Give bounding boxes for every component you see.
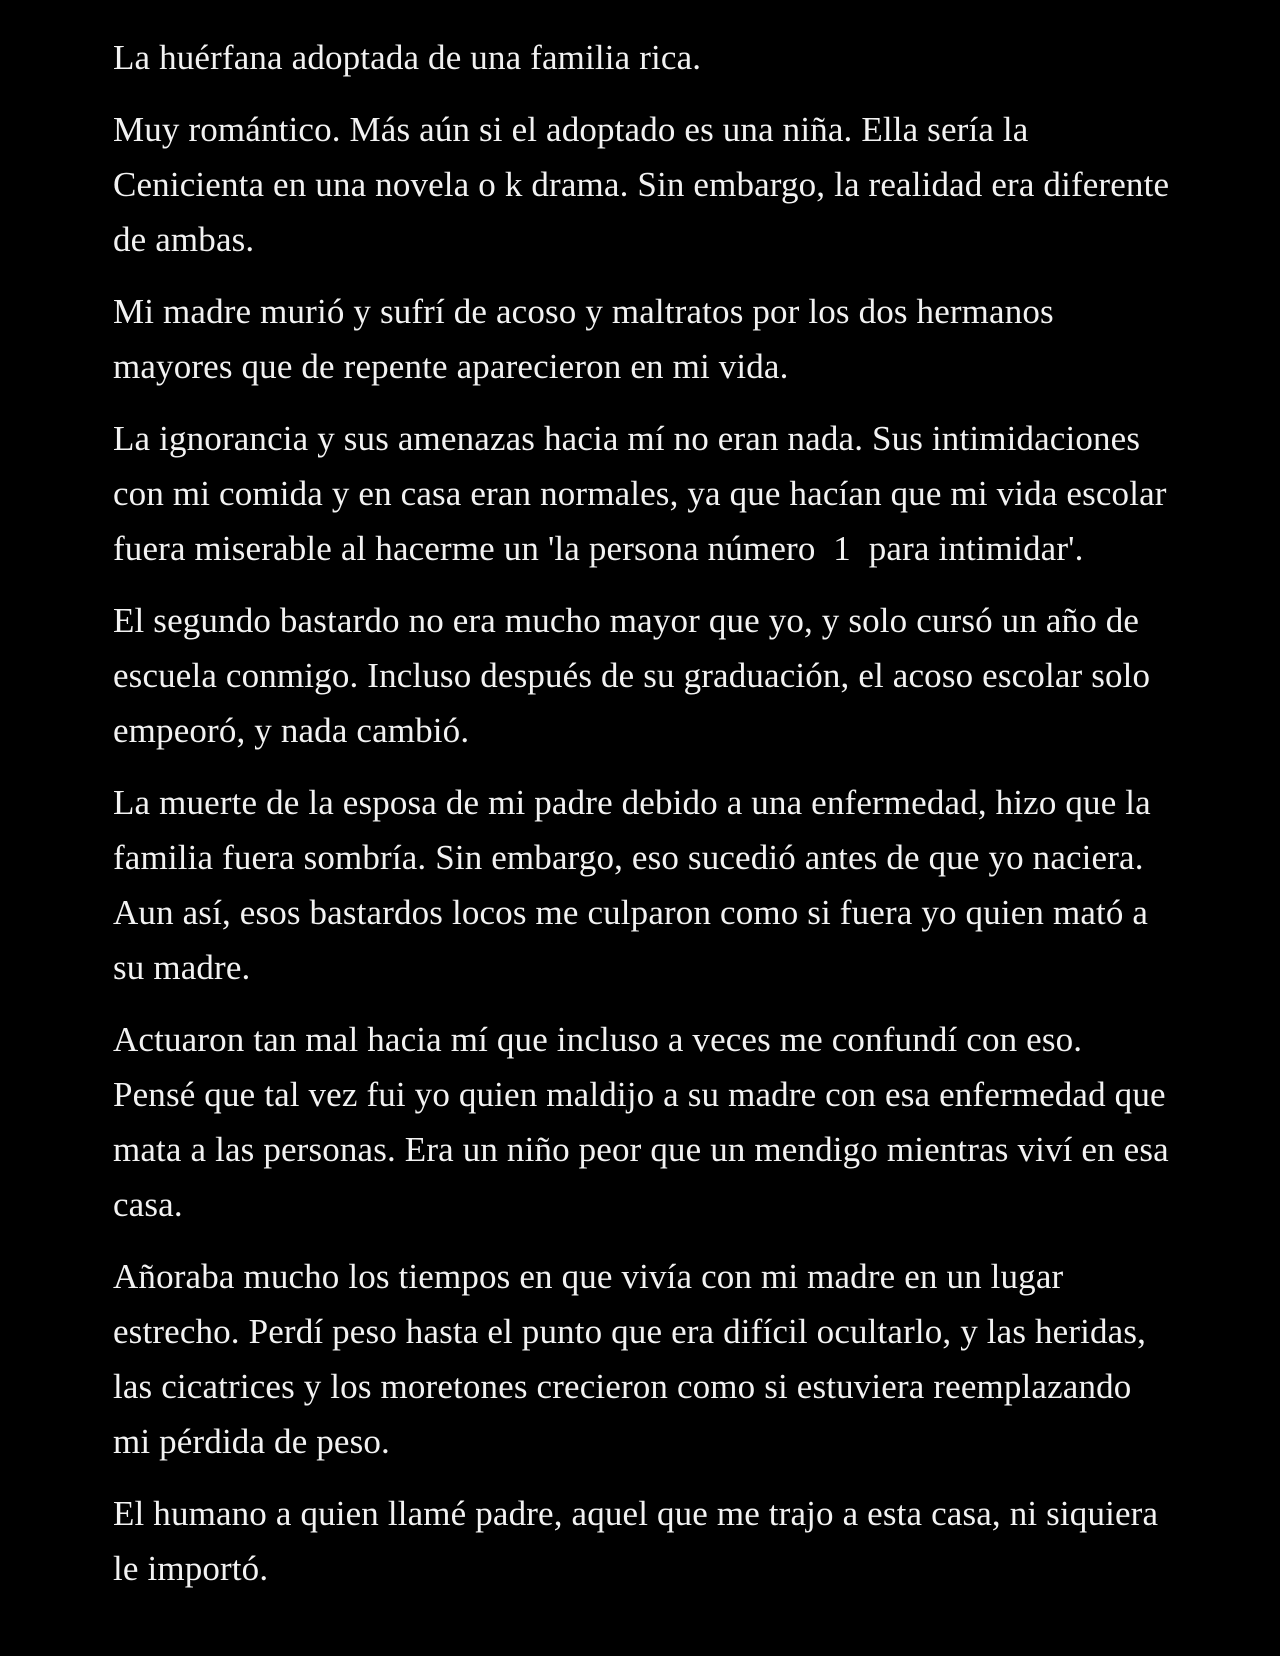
reader-text-body [113, 30, 1179, 1613]
paragraph-9: El humano a quien llamé padre, aquel que me trajo a esta casa, ni siquiera le importó. [113, 1494, 1168, 1588]
paragraph-1: La huérfana adoptada de una familia rica. [113, 38, 702, 77]
paragraph-3: Mi madre murió y sufrí de acoso y maltratos por los dos hermanos mayores que de repente aparecieron en mi vida. [113, 292, 1063, 386]
paragraph-4: La ignorancia y sus amenazas hacia mí no eran nada. Sus intimidaciones con mi comida y en casa eran normales, ya que hacían que mi vida escolar fuera miserable al hacerme un 'la persona número 1 para intimidar'. [113, 419, 1176, 568]
paragraph-5: El segundo bastardo no era mucho mayor que yo, y solo cursó un año de escuela conmigo. Incluso después de su graduación, el acoso escolar solo empeoró, y nada cambió. [113, 601, 1160, 750]
paragraph-8: Añoraba mucho los tiempos en que vivía con mi madre en un lugar estrecho. Perdí peso hasta el punto que era difícil ocultarlo, y las heridas, las cicatrices y los moretones crecieron como si estuviera reemplazando mi pérdida de peso. [113, 1257, 1155, 1461]
paragraph-7: Actuaron tan mal hacia mí que incluso a veces me confundí con eso. Pensé que tal vez fui yo quien maldijo a su madre con esa enfermedad que mata a las personas. Era un niño peor que un mendigo mientras viví en esa casa. [113, 1020, 1178, 1224]
paragraph-6: La muerte de la esposa de mi padre debido a una enfermedad, hizo que la familia fuera sombría. Sin embargo, eso sucedió antes de que yo naciera. Aun así, esos bastardos locos me culparon como si fuera yo quien mató a su madre. [113, 783, 1160, 987]
paragraph-2: Muy romántico. Más aún si el adoptado es una niña. Ella sería la Cenicienta en una novela o k drama. Sin embargo, la realidad era diferente de ambas. [113, 110, 1179, 259]
